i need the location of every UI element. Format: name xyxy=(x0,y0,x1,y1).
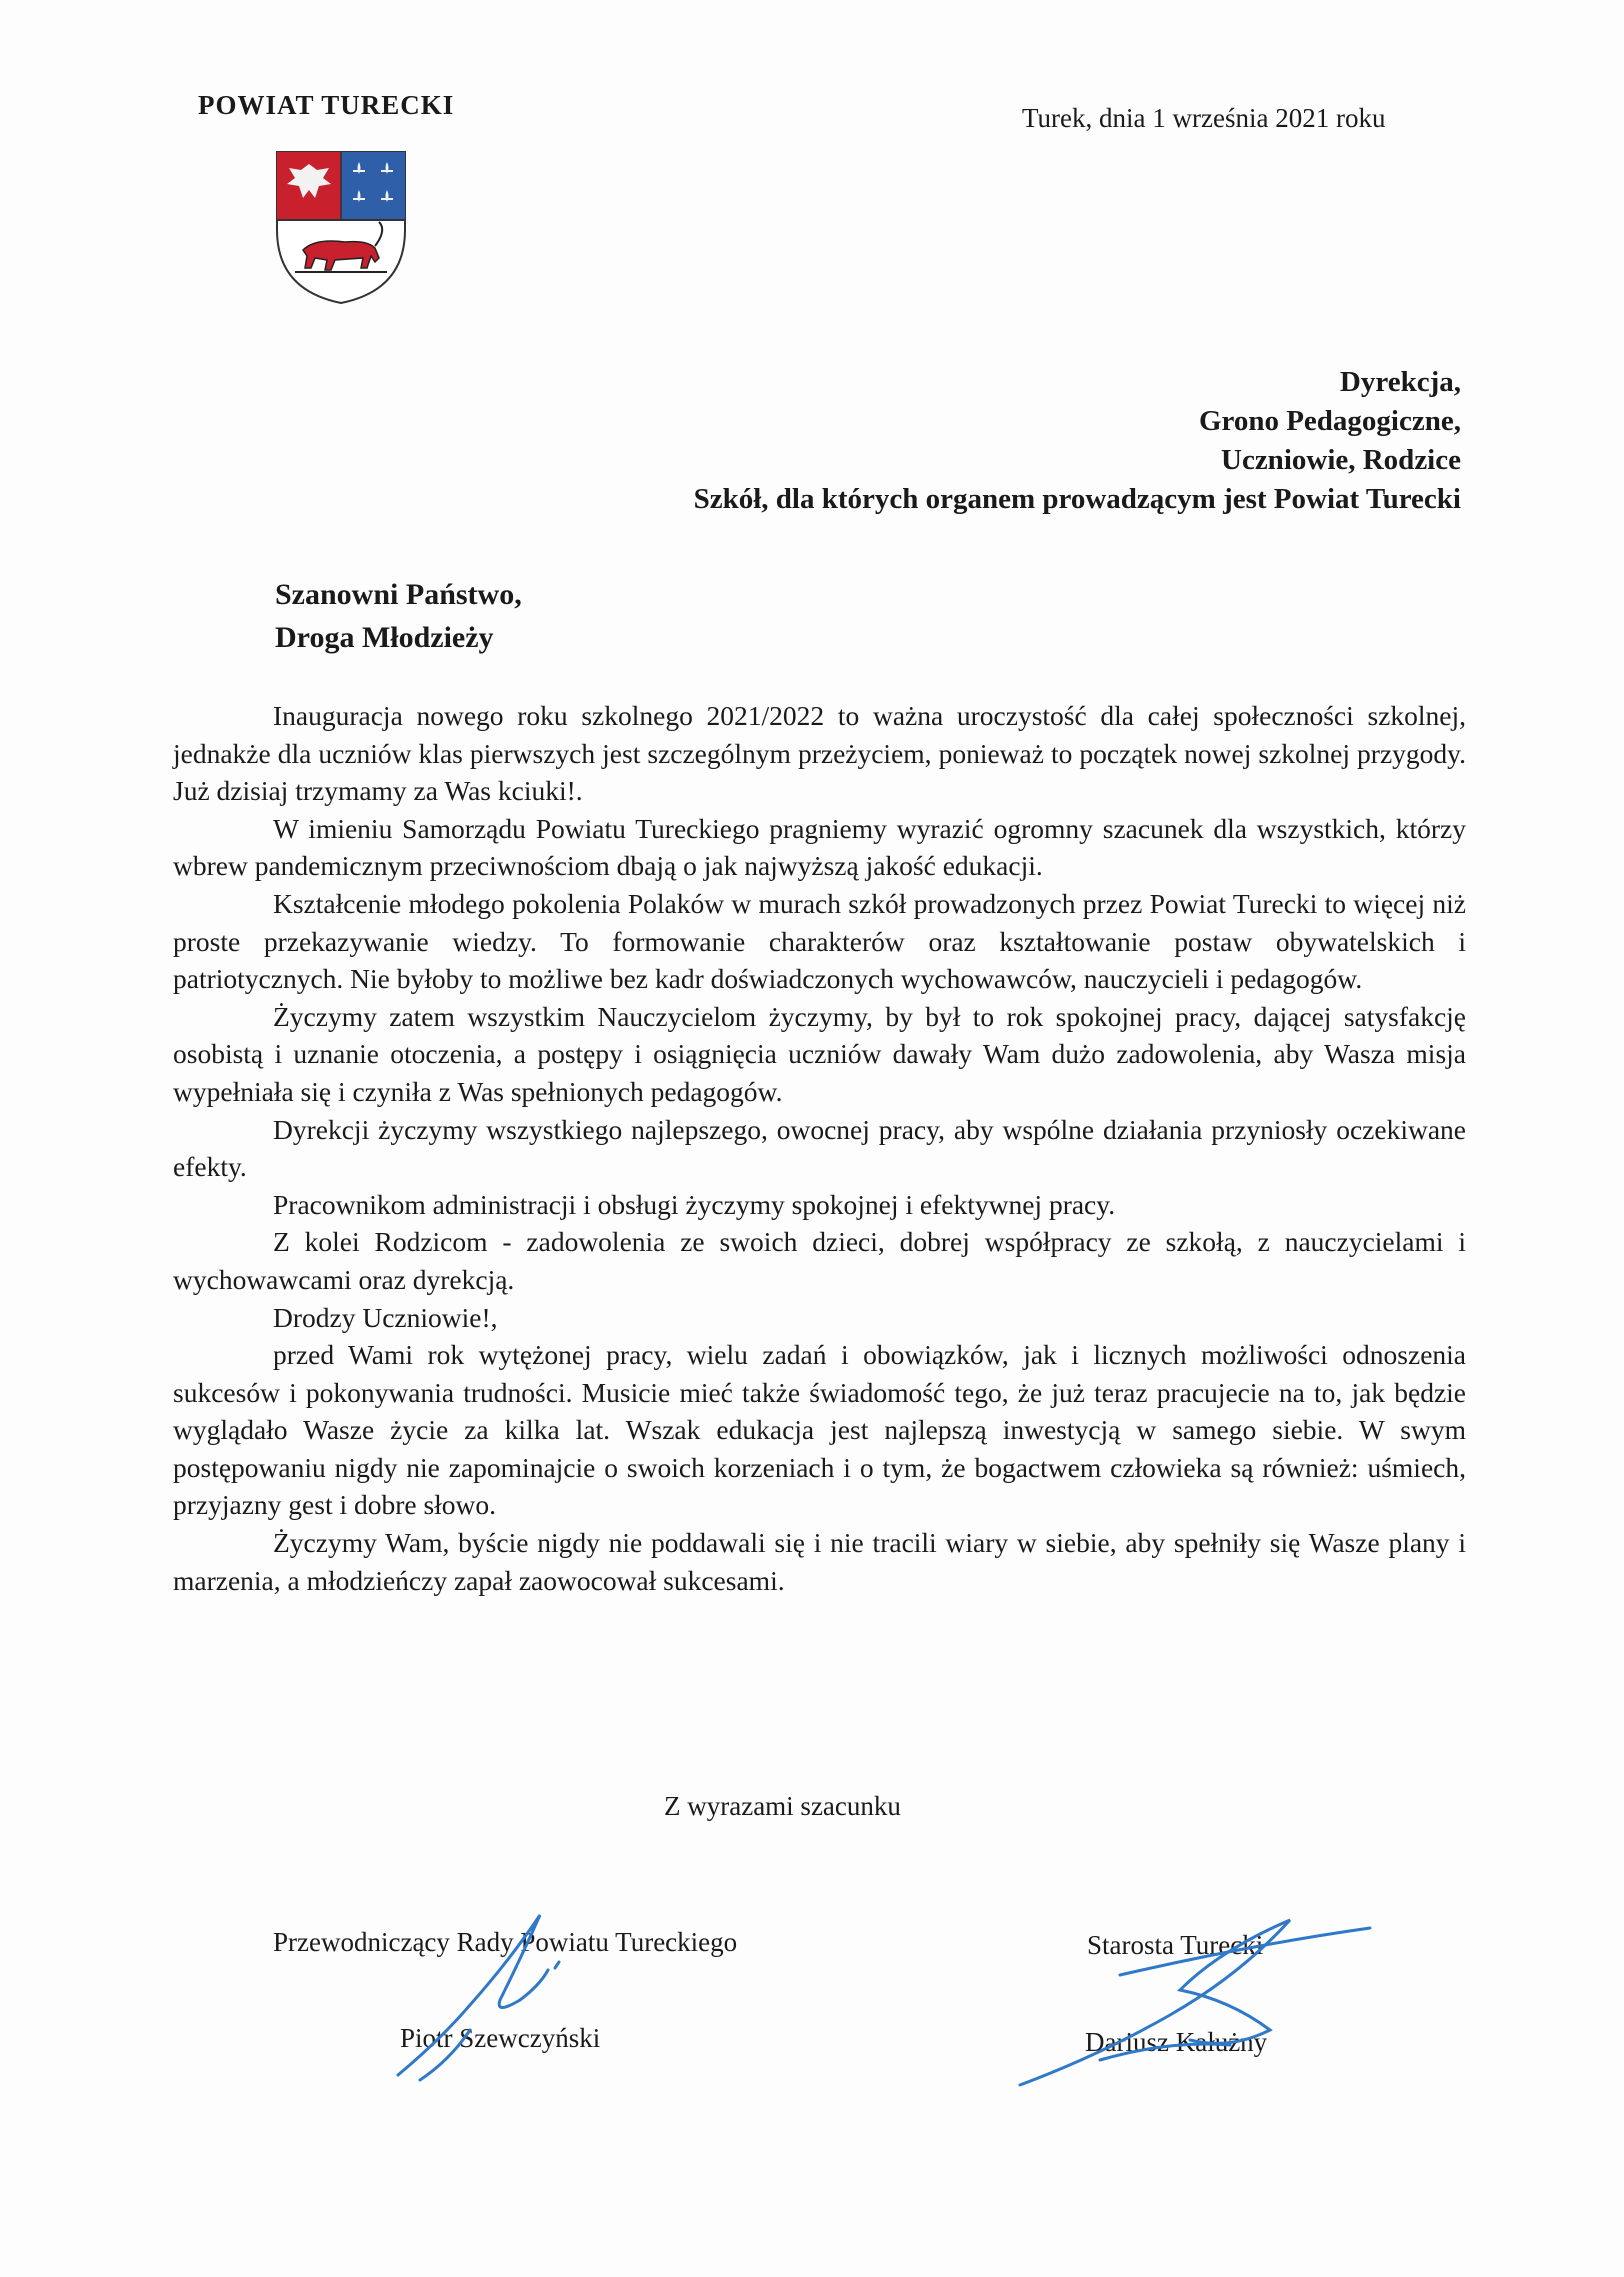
paragraph: Życzymy Wam, byście nigdy nie poddawali się i nie tracili wiary w siebie, aby spełniły się Wasze plany i marzenia, a młodzieńczy zapał zaowocował sukcesami. xyxy=(173,1527,1466,1596)
paragraph: Z kolei Rodzicom - zadowolenia ze swoich dzieci, dobrej współpracy ze szkołą, z nauczycielami i wychowawcami oraz dyrekcją. xyxy=(173,1226,1466,1295)
left-signatory-name: Piotr Szewczyński xyxy=(400,2023,601,2053)
right-signatory-title: Starosta Turecki xyxy=(1087,1930,1264,1960)
org-name: POWIAT TURECKI xyxy=(198,90,455,120)
left-signature-stroke xyxy=(555,1962,559,1968)
right-signatory-name: Dariusz Kałużny xyxy=(1085,2027,1268,2057)
paragraph: Życzymy zatem wszystkim Nauczycielom życzymy, by był to rok spokojnej pracy, dającej satysfakcję osobistą i uznanie otoczenia, a postępy i osiągnięcia uczniów dawały Wam dużo zadowolenia, aby Wasza misja wypełniała się i czyniła z Was spełnionych pedagogów. xyxy=(173,1000,1466,1107)
recipient-line: Grono Pedagogiczne, xyxy=(1198,405,1461,437)
paragraph: Inauguracja nowego roku szkolnego 2021/2022 to ważna uroczystość dla całej społeczności szkolnej, jednakże dla uczniów klas pierwszych jest szczególnym przeżyciem, ponieważ to początek nowej szkolnej przygody. Już dzisiaj trzymamy za Was kciuki!. xyxy=(173,700,1466,807)
paragraph: Kształcenie młodego pokolenia Polaków w murach szkół prowadzonych przez Powiat Turecki to więcej niż proste przekazywanie wiedzy. To formowanie charakterów oraz kształtowanie postaw obywatelskich i patriotycznych. Nie byłoby to możliwe bez kadr doświadczonych wychowawców, nauczycieli i pedagogów. xyxy=(173,887,1466,995)
paragraph: przed Wami rok wytężonej pracy, wielu zadań i obowiązków, jak i licznych możliwości odnoszenia sukcesów i pokonywania trudności. Musicie mieć także świadomość tego, że już teraz pracujecie na to, jak będzie wyglądało Wasze życie za kilka lat. Wszak edukacja jest najlepszą inwestycją w samego siebie. W swym postępowaniu nigdy nie zapominajcie o swoich korzeniach i o tym, że bogactwem człowieka są również: uśmiech, przyjazny gest i dobre słowo. xyxy=(173,1339,1466,1521)
paragraph: W imieniu Samorządu Powiatu Tureckiego pragniemy wyrazić ogromny szacunek dla wszystkich, którzy wbrew pandemicznym przeciwnościom dbają o jak najwyższą jakość edukacji. xyxy=(173,812,1466,882)
paragraph: Pracownikom administracji i obsługi życzymy spokojnej i efektywnej pracy. xyxy=(273,1188,1116,1220)
letter-date: Turek, dnia 1 września 2021 roku xyxy=(1022,103,1386,133)
recipient-line: Dyrekcja, xyxy=(1339,366,1461,398)
salutation-line: Szanowni Państwo, xyxy=(275,578,522,611)
left-signatory-title: Przewodniczący Rady Powiatu Tureckiego xyxy=(273,1927,738,1957)
closing-phrase: Z wyrazami szacunku xyxy=(664,1791,901,1821)
coat-of-arms-icon xyxy=(275,150,407,305)
salutation-line: Droga Młodzieży xyxy=(275,621,494,654)
recipients-block xyxy=(694,363,1461,519)
paragraph: Dyrekcji życzymy wszystkiego najlepszego, owocnej pracy, aby wspólne działania przyniosły oczekiwane efekty. xyxy=(173,1113,1466,1183)
paragraph: Drodzy Uczniowie!, xyxy=(273,1301,498,1333)
recipient-line: Uczniowie, Rodzice xyxy=(1221,444,1461,476)
recipient-line: Szkół, dla których organem prowadzącym jest Powiat Turecki xyxy=(693,483,1461,515)
letter-body xyxy=(173,697,1466,1599)
salutation xyxy=(275,573,522,659)
